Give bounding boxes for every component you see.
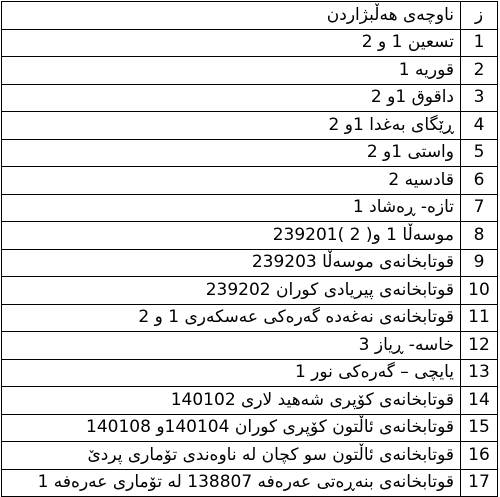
area-name-cell: ڕێگای بەغدا 1و 2 xyxy=(2,112,461,140)
header-number: ز xyxy=(461,2,498,30)
table-row xyxy=(2,194,498,222)
table-row xyxy=(2,249,498,277)
row-number-cell: 8 xyxy=(461,222,498,250)
table-row xyxy=(2,112,498,140)
row-number-cell: 3 xyxy=(461,84,498,112)
area-name-cell: قوتابخانەی ئاڵتون سو کچان لە ناوەندی تۆماری پردێ xyxy=(2,442,461,470)
row-number-cell: 4 xyxy=(461,112,498,140)
table-row xyxy=(2,139,498,167)
area-name-cell: قوتابخانەی پیریادی کوران 239202 xyxy=(2,277,461,305)
table-row xyxy=(2,277,498,305)
row-number-cell: 9 xyxy=(461,249,498,277)
table-row xyxy=(2,442,498,470)
area-name-cell: موسەڵا 1 و( 2 )239201 xyxy=(2,222,461,250)
area-name-cell: قوتابخانەی بنەڕەتی عەرەفە 138807 لە تۆماری عەرەفە 1 xyxy=(2,469,461,497)
election-areas-table xyxy=(1,1,498,497)
row-number-cell: 6 xyxy=(461,167,498,195)
table-row xyxy=(2,414,498,442)
row-number-cell: 13 xyxy=(461,359,498,387)
row-number-cell: 11 xyxy=(461,304,498,332)
area-name-cell: قوتابخانەی کۆپری شەهید لاری 140102 xyxy=(2,387,461,415)
row-number-cell: 12 xyxy=(461,332,498,360)
table-row xyxy=(2,29,498,57)
row-number-cell: 15 xyxy=(461,414,498,442)
table-row xyxy=(2,359,498,387)
header-area-name: ناوچەی هەڵبژاردن xyxy=(2,2,461,30)
area-name-cell: قوتابخانەی موسەڵا 239203 xyxy=(2,249,461,277)
table-row xyxy=(2,57,498,85)
table-row xyxy=(2,332,498,360)
area-name-cell: تسعین 1 و 2 xyxy=(2,29,461,57)
table-row xyxy=(2,167,498,195)
area-name-cell: تازە- ڕەشاد 1 xyxy=(2,194,461,222)
area-name-cell: خاسە- ڕیاز 3 xyxy=(2,332,461,360)
table-body xyxy=(2,2,498,497)
area-name-cell: قادسیە 2 xyxy=(2,167,461,195)
row-number-cell: 1 xyxy=(461,29,498,57)
row-number-cell: 2 xyxy=(461,57,498,85)
table-row xyxy=(2,84,498,112)
table-row xyxy=(2,469,498,497)
table-row xyxy=(2,304,498,332)
area-name-cell: یایچی – گەرەکی نور 1 xyxy=(2,359,461,387)
row-number-cell: 7 xyxy=(461,194,498,222)
row-number-cell: 14 xyxy=(461,387,498,415)
table-header-row xyxy=(2,2,498,30)
row-number-cell: 10 xyxy=(461,277,498,305)
table-row xyxy=(2,222,498,250)
row-number-cell: 17 xyxy=(461,469,498,497)
area-name-cell: داقوق 1و 2 xyxy=(2,84,461,112)
row-number-cell: 5 xyxy=(461,139,498,167)
table-row xyxy=(2,387,498,415)
area-name-cell: واستی 1و 2 xyxy=(2,139,461,167)
area-name-cell: قوریە 1 xyxy=(2,57,461,85)
area-name-cell: قوتابخانەی نەغەدە گەرەکی عەسکەری 1 و 2 xyxy=(2,304,461,332)
area-name-cell: قوتابخانەی ئاڵتون کۆپری کوران 140104و 140108 xyxy=(2,414,461,442)
row-number-cell: 16 xyxy=(461,442,498,470)
